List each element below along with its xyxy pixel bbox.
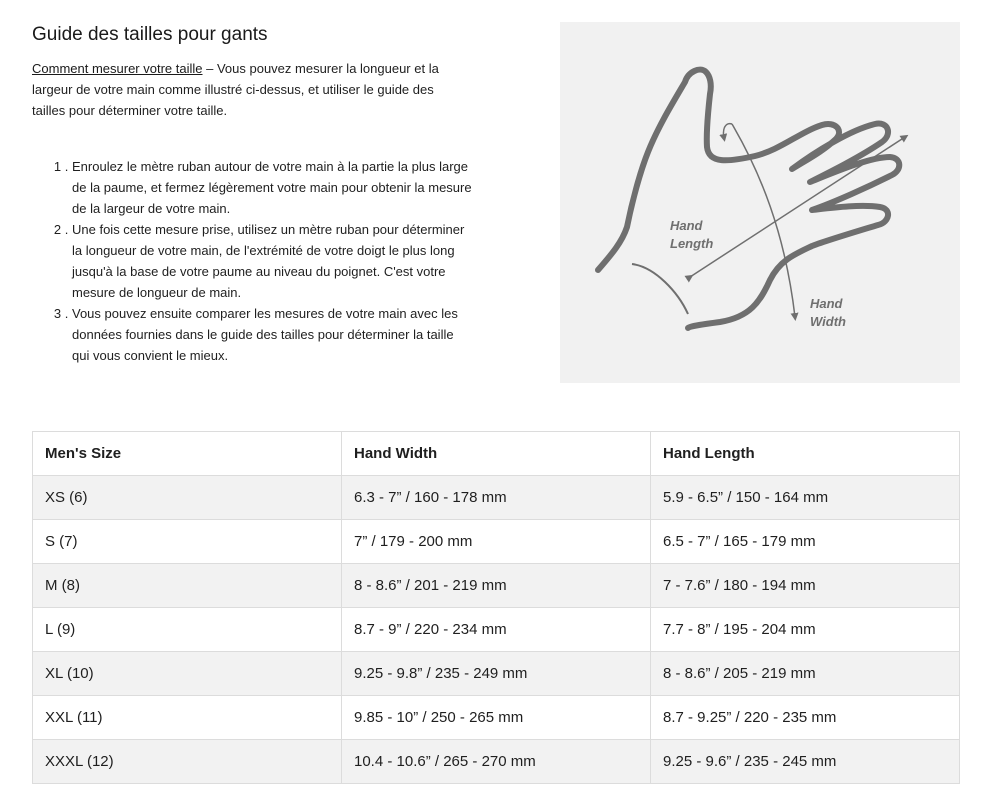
step-number: 2 . [53, 222, 69, 237]
page-title: Guide des tailles pour gants [32, 24, 268, 45]
palm-base-curve [632, 264, 688, 314]
length-cell: 7 - 7.6” / 180 - 194 mm [651, 564, 960, 608]
intro-text: – Vous pouvez mesurer la longueur et la largeur de votre main comme illustré ci-dessus, et utiliser le guide des tailles pour déterminer votre taille. [32, 61, 439, 118]
size-cell: XXXL (12) [33, 740, 342, 784]
list-item [32, 156, 472, 219]
table-row [33, 520, 960, 564]
column-header-width: Hand Width [342, 432, 651, 476]
width-cell: 9.85 - 10” / 250 - 265 mm [342, 696, 651, 740]
size-cell: XS (6) [33, 476, 342, 520]
column-header-length: Hand Length [651, 432, 960, 476]
how-to-measure-link[interactable]: Comment mesurer votre taille [32, 61, 203, 76]
table-row [33, 652, 960, 696]
column-header-size: Men's Size [33, 432, 342, 476]
width-cell: 6.3 - 7” / 160 - 178 mm [342, 476, 651, 520]
width-cell: 10.4 - 10.6” / 265 - 270 mm [342, 740, 651, 784]
step-text: Une fois cette mesure prise, utilisez un mètre ruban pour déterminer la longueur de votre main, de l'extrémité de votre doigt le plus long jusqu'à la base de votre paume au niveau du poignet. C'est votre mesure de longueur de main. [72, 222, 465, 300]
width-cell: 9.25 - 9.8” / 235 - 249 mm [342, 652, 651, 696]
hand-outline [598, 70, 899, 328]
hand-diagram [560, 22, 960, 383]
length-cell: 8 - 8.6” / 205 - 219 mm [651, 652, 960, 696]
step-text: Vous pouvez ensuite comparer les mesures de votre main avec les données fournies dans le guide des tailles pour déterminer la taille qui vous convient le mieux. [72, 306, 458, 363]
table-row [33, 564, 960, 608]
hand-measure-illustration [560, 22, 960, 383]
list-item [32, 219, 472, 303]
size-cell: XXL (11) [33, 696, 342, 740]
hand-width-label-2: Width [810, 314, 846, 329]
step-number: 3 . [53, 306, 69, 321]
intro-paragraph [32, 58, 462, 121]
length-cell: 9.25 - 9.6” / 235 - 245 mm [651, 740, 960, 784]
step-number: 1 . [53, 159, 69, 174]
step-text: Enroulez le mètre ruban autour de votre main à la partie la plus large de la paume, et fermez légèrement votre main pour obtenir la mesure de la largeur de votre main. [72, 159, 472, 216]
table-header-row [33, 432, 960, 476]
length-cell: 7.7 - 8” / 195 - 204 mm [651, 608, 960, 652]
hand-width-label: Hand [810, 296, 843, 311]
list-item [32, 303, 472, 366]
size-cell: M (8) [33, 564, 342, 608]
length-cell: 8.7 - 9.25” / 220 - 235 mm [651, 696, 960, 740]
size-cell: XL (10) [33, 652, 342, 696]
hand-length-label-2: Length [670, 236, 714, 251]
table-row [33, 476, 960, 520]
measure-steps-list [32, 156, 472, 366]
width-cell: 8.7 - 9” / 220 - 234 mm [342, 608, 651, 652]
table-row [33, 696, 960, 740]
size-cell: S (7) [33, 520, 342, 564]
width-cell: 8 - 8.6” / 201 - 219 mm [342, 564, 651, 608]
length-cell: 6.5 - 7” / 165 - 179 mm [651, 520, 960, 564]
size-cell: L (9) [33, 608, 342, 652]
hand-length-label: Hand [670, 218, 703, 233]
table-row [33, 608, 960, 652]
length-cell: 5.9 - 6.5” / 150 - 164 mm [651, 476, 960, 520]
table-row [33, 740, 960, 784]
glove-size-table [32, 431, 960, 784]
hand-width-arrow-top [723, 124, 732, 138]
width-cell: 7” / 179 - 200 mm [342, 520, 651, 564]
